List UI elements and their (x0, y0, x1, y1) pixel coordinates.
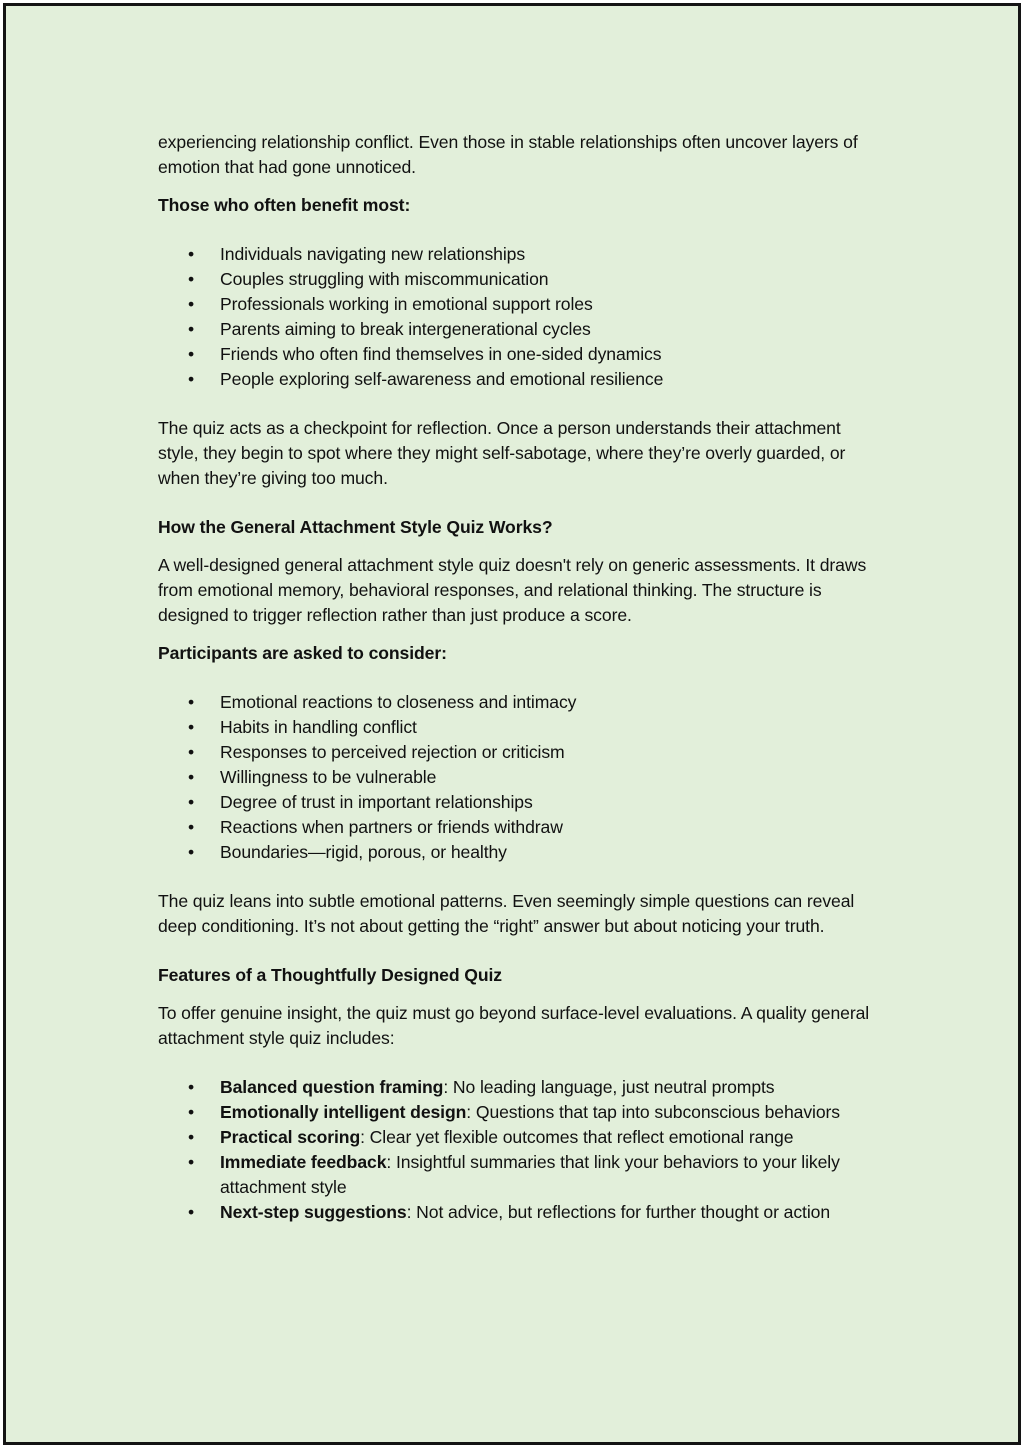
list-item: • Parents aiming to break intergenerational cycles (158, 317, 880, 342)
feature-term: Immediate feedback (220, 1152, 387, 1172)
list-item (158, 1200, 880, 1225)
feature-description: : Clear yet flexible outcomes that reflect emotional range (360, 1127, 794, 1147)
list-item (158, 1100, 880, 1125)
list-item (158, 1075, 880, 1100)
feature-term: Practical scoring (220, 1127, 361, 1147)
how-it-works-paragraph: A well-designed general attachment style quiz doesn't rely on generic assessments. It draws from emotional memory, behavioral responses, and relational thinking. The structure is designed to trigger reflection rather than just produce a score. (158, 555, 867, 625)
how-it-works-heading: How the General Attachment Style Quiz Works? (158, 517, 553, 537)
intro-paragraph: experiencing relationship conflict. Even those in stable relationships often uncover layers of emotion that had gone unnoticed. (158, 132, 858, 177)
participants-heading: Participants are asked to consider: (158, 643, 447, 663)
feature-term: Emotionally intelligent design (220, 1102, 467, 1122)
list-item (158, 1125, 880, 1150)
feature-description: : Questions that tap into subconscious behaviors (466, 1102, 840, 1122)
features-paragraph: To offer genuine insight, the quiz must go beyond surface-level evaluations. A quality general attachment style quiz includes: (158, 1003, 870, 1048)
list-item: • Degree of trust in important relationships (158, 790, 880, 815)
patterns-paragraph: The quiz leans into subtle emotional patterns. Even seemingly simple questions can reveal deep conditioning. It’s not about getting the “right” answer but about noticing your truth. (158, 891, 855, 936)
document-page (3, 3, 1021, 1445)
list-item: • Boundaries—rigid, porous, or healthy (158, 840, 880, 865)
feature-term: Balanced question framing (220, 1077, 444, 1097)
list-item: • People exploring self-awareness and emotional resilience (158, 367, 880, 392)
benefit-list (158, 242, 880, 392)
list-item: • Individuals navigating new relationships (158, 242, 880, 267)
list-item: • Willingness to be vulnerable (158, 765, 880, 790)
document-content (158, 130, 880, 1225)
list-item: • Professionals working in emotional support roles (158, 292, 880, 317)
list-item: • Couples struggling with miscommunication (158, 267, 880, 292)
list-item: • Emotional reactions to closeness and intimacy (158, 690, 880, 715)
list-item (158, 1150, 880, 1200)
list-item: • Friends who often find themselves in one-sided dynamics (158, 342, 880, 367)
list-item: • Reactions when partners or friends withdraw (158, 815, 880, 840)
feature-description: : Not advice, but reflections for further thought or action (406, 1202, 830, 1222)
benefit-heading: Those who often benefit most: (158, 195, 411, 215)
feature-description: : No leading language, just neutral prompts (443, 1077, 775, 1097)
participants-list (158, 690, 880, 865)
features-heading: Features of a Thoughtfully Designed Quiz (158, 965, 502, 985)
feature-term: Next-step suggestions (220, 1202, 407, 1222)
features-list (158, 1075, 880, 1225)
list-item: • Responses to perceived rejection or criticism (158, 740, 880, 765)
checkpoint-paragraph: The quiz acts as a checkpoint for reflection. Once a person understands their attachment style, they begin to spot where they might self-sabotage, where they’re overly guarded, or when they’re giving too much. (158, 418, 846, 488)
feature-description: : Insightful summaries that link your behaviors to your likely attachment style (220, 1152, 840, 1197)
list-item: • Habits in handling conflict (158, 715, 880, 740)
